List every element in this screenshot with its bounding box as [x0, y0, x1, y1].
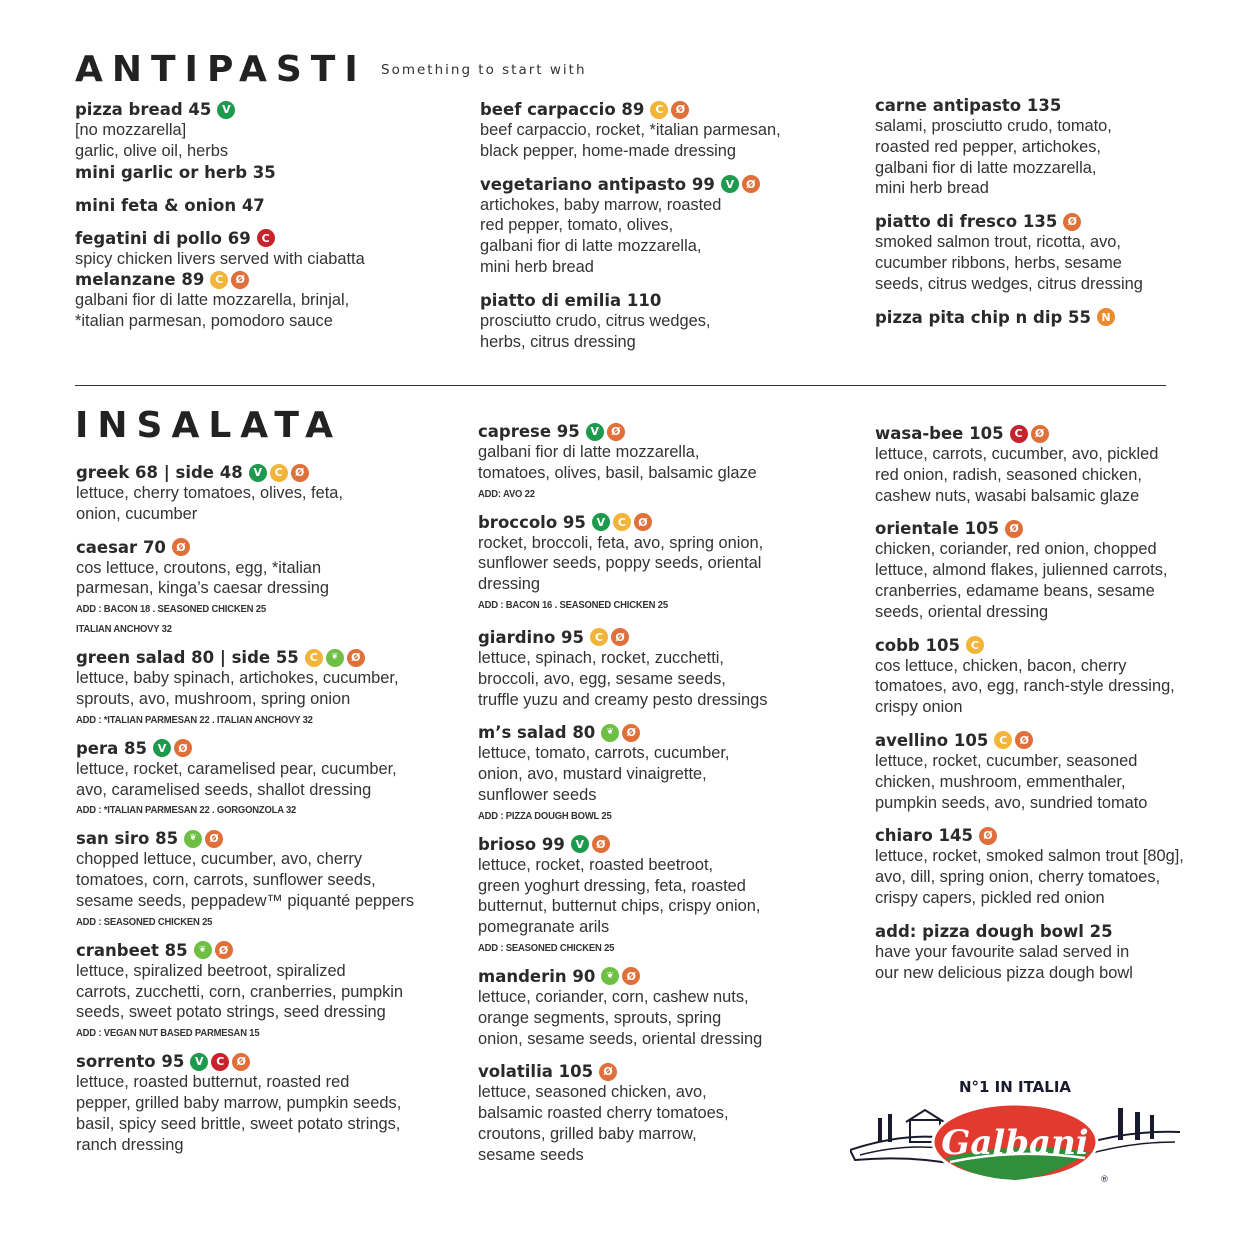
menu-item-description: galbani fior di latte mozzarella, brinjal,	[75, 291, 350, 310]
menu-item	[478, 966, 828, 1049]
menu-item	[480, 290, 830, 353]
menu-item-description: crispy capers, pickled red onion	[875, 888, 1105, 907]
menu-item	[75, 162, 425, 183]
menu-item	[75, 195, 425, 216]
red-c-icon: C	[257, 229, 275, 247]
vegetarian-icon: V	[217, 101, 235, 119]
insalata-title: INSALATA	[75, 405, 342, 446]
menu-item-title: avellino 105	[875, 730, 989, 750]
menu-item-description: lettuce, coriander, corn, cashew nuts,	[478, 987, 749, 1006]
vegan-leaf-icon: ❦	[601, 967, 619, 985]
menu-item-name	[480, 290, 830, 311]
menu-item-name	[76, 537, 426, 558]
menu-item-description: galbani fior di latte mozzarella,	[480, 237, 702, 256]
menu-item-name	[480, 99, 830, 120]
menu-item-title: greek 68 | side 48	[76, 463, 243, 482]
menu-item-description: red onion, radish, seasoned chicken,	[875, 465, 1142, 484]
menu-item-description: black pepper, home-made dressing	[480, 141, 737, 160]
menu-item-addon: ADD : *ITALIAN PARMESAN 22 . ITALIAN ANCHOVY 32	[76, 713, 313, 726]
menu-item-addon: ADD : BACON 18 . SEASONED CHICKEN 25	[76, 603, 266, 616]
menu-item-description: sunflower seeds, poppy seeds, oriental	[478, 554, 762, 573]
menu-item-description: sprouts, avo, mushroom, spring onion	[76, 689, 351, 708]
menu-item-addon: ADD : BACON 16 . SEASONED CHICKEN 25	[478, 598, 668, 611]
menu-item-description: *italian parmesan, pomodoro sauce	[75, 312, 333, 331]
menu-item-description: carrots, zucchetti, corn, cranberries, pumpkin	[76, 982, 404, 1001]
menu-item-description: green yoghurt dressing, feta, roasted	[478, 876, 746, 895]
menu-item-title: add: pizza dough bowl 25	[875, 921, 1113, 941]
menu-item	[76, 738, 426, 821]
vegan-leaf-icon: ❦	[601, 724, 619, 742]
dietary-icons	[592, 513, 652, 531]
dietary-icons	[994, 731, 1033, 749]
menu-item-description: red pepper, tomato, olives,	[480, 216, 674, 235]
menu-item-name	[875, 518, 1225, 539]
menu-item-name	[875, 95, 1225, 116]
gluten-free-icon: Ø	[634, 513, 652, 531]
vegetarian-icon: V	[249, 464, 267, 482]
menu-item-description: mini herb bread	[480, 257, 594, 276]
gluten-free-icon: Ø	[174, 739, 192, 757]
menu-item-description: sunflower seeds	[478, 785, 597, 804]
menu-item-description: chicken, coriander, red onion, chopped	[875, 540, 1157, 559]
menu-item-description: lettuce, rocket, caramelised pear, cucumber,	[76, 759, 397, 778]
menu-item-title: volatilia 105	[478, 1062, 594, 1082]
menu-item-description: sesame seeds, peppadew™ piquanté peppers	[76, 891, 415, 910]
red-c-icon: C	[211, 1053, 229, 1071]
menu-item-description: cashew nuts, wasabi balsamic glaze	[875, 486, 1140, 505]
menu-item-name	[875, 423, 1225, 444]
menu-item	[76, 828, 426, 931]
menu-item-name	[875, 307, 1225, 328]
menu-item	[478, 627, 828, 710]
menu-item-description: onion, sesame seeds, oriental dressing	[478, 1029, 763, 1048]
menu-item-description: truffle yuzu and creamy pesto dressings	[478, 690, 768, 709]
dietary-icons	[650, 101, 689, 119]
dietary-icons	[1097, 308, 1115, 326]
menu-item-description: pomegranate arils	[478, 918, 610, 937]
menu-item-description: butternut, butternut chips, crispy onion,	[478, 897, 761, 916]
menu-item-name	[75, 269, 425, 290]
gluten-free-icon: Ø	[1031, 425, 1049, 443]
menu-item	[76, 940, 426, 1043]
menu-item	[875, 95, 1225, 199]
menu-item	[875, 635, 1225, 718]
menu-item-description: pumpkin seeds, avo, sundried tomato	[875, 793, 1148, 812]
menu-item-description: parmesan, kinga’s caesar dressing	[76, 579, 329, 598]
menu-item-name	[478, 512, 828, 533]
dietary-icons	[305, 649, 365, 667]
menu-item	[875, 730, 1225, 813]
dietary-icons	[184, 830, 223, 848]
vegan-leaf-icon: ❦	[184, 830, 202, 848]
menu-item-name	[76, 462, 426, 483]
gluten-free-icon: Ø	[215, 941, 233, 959]
menu-item-description: balsamic roasted cherry tomatoes,	[478, 1104, 729, 1123]
logo-registered-mark: ®	[1100, 1175, 1109, 1185]
menu-item-title: chiaro 145	[875, 826, 973, 846]
menu-item-description: lettuce, almond flakes, julienned carrots,	[875, 561, 1168, 580]
menu-item-description: lettuce, spinach, rocket, zucchetti,	[478, 648, 724, 667]
menu-item-addon: ADD : VEGAN NUT BASED PARMESAN 15	[76, 1027, 260, 1040]
dietary-icons	[1063, 213, 1081, 231]
menu-item-addon: ADD : PIZZA DOUGH BOWL 25	[478, 809, 612, 822]
menu-item-addon: ADD: AVO 22	[478, 487, 535, 500]
menu-item	[75, 99, 425, 162]
menu-item	[76, 462, 426, 525]
dietary-icons	[249, 464, 309, 482]
menu-item-title: brioso 99	[478, 834, 565, 854]
menu-item-description: avo, dill, spring onion, cherry tomatoes,	[875, 868, 1161, 887]
menu-item-description: chicken, mushroom, emmenthaler,	[875, 772, 1126, 791]
yellow-c-icon: C	[650, 101, 668, 119]
menu-item-title: vegetariano antipasto 99	[480, 174, 715, 194]
antipasti-title: ANTIPASTI	[75, 49, 367, 90]
menu-item-description: lettuce, roasted butternut, roasted red	[76, 1073, 350, 1092]
gluten-free-icon: Ø	[742, 175, 760, 193]
antipasti-column-1	[75, 99, 425, 332]
menu-item-name	[478, 966, 828, 987]
gluten-free-icon: Ø	[1015, 731, 1033, 749]
logo-brand-text: Galbani	[941, 1123, 1089, 1163]
menu-item	[478, 834, 828, 958]
dietary-icons	[979, 827, 997, 845]
dietary-icons	[1010, 425, 1049, 443]
gluten-free-icon: Ø	[599, 1063, 617, 1081]
gluten-free-icon: Ø	[607, 423, 625, 441]
dietary-icons	[601, 724, 640, 742]
menu-item-description: lettuce, rocket, cucumber, seasoned	[875, 751, 1138, 770]
menu-item-description: seeds, citrus wedges, citrus dressing	[875, 274, 1143, 293]
menu-item-description: have your favourite salad served in	[875, 942, 1130, 961]
menu-item-name	[75, 228, 425, 249]
menu-item-description: lettuce, cherry tomatoes, olives, feta,	[76, 484, 343, 502]
yellow-c-icon: C	[270, 464, 288, 482]
menu-item-title: broccolo 95	[478, 512, 586, 532]
menu-item-description: our new delicious pizza dough bowl	[875, 963, 1133, 982]
galbani-logo-graphic	[850, 1070, 1180, 1190]
menu-item-description: [no mozzarella]	[75, 121, 187, 139]
menu-item	[478, 512, 828, 615]
menu-item-description: sesame seeds	[478, 1145, 584, 1164]
menu-item-description: tomatoes, corn, carrots, sunflower seeds,	[76, 871, 376, 890]
menu-item-description: prosciutto crudo, citrus wedges,	[480, 311, 711, 330]
menu-item-name	[76, 940, 426, 961]
gluten-free-icon: Ø	[231, 271, 249, 289]
menu-item-description: cos lettuce, croutons, egg, *italian	[76, 558, 322, 577]
menu-item-description: tomatoes, olives, basil, balsamic glaze	[478, 463, 757, 482]
menu-item-name	[75, 195, 425, 216]
menu-item	[875, 518, 1225, 622]
menu-item	[875, 921, 1225, 984]
menu-item-description: galbani fior di latte mozzarella,	[875, 158, 1097, 177]
dietary-icons	[966, 636, 984, 654]
menu-item-title: orientale 105	[875, 519, 1000, 539]
insalata-column-3	[875, 423, 1225, 983]
menu-item	[75, 228, 425, 270]
galbani-logo	[850, 1070, 1180, 1190]
dietary-icons	[194, 941, 233, 959]
menu-item-addon: ADD : SEASONED CHICKEN 25	[478, 941, 615, 954]
menu-item-description: seeds, oriental dressing	[875, 602, 1049, 621]
menu-item-name	[478, 421, 828, 442]
menu-item-description: onion, avo, mustard vinaigrette,	[478, 765, 707, 784]
gluten-free-icon: Ø	[611, 628, 629, 646]
antipasti-column-2	[480, 99, 830, 352]
menu-item-name	[875, 921, 1225, 942]
menu-item-name	[76, 828, 426, 849]
menu-item-title: beef carpaccio 89	[480, 100, 645, 119]
menu-item-description: crispy onion	[875, 698, 963, 717]
menu-item	[76, 537, 426, 640]
menu-item-name	[478, 1061, 828, 1082]
menu-item-title: manderin 90	[478, 966, 596, 986]
menu-item-description: lettuce, tomato, carrots, cucumber,	[478, 744, 730, 763]
menu-item-description: lettuce, baby spinach, artichokes, cucumber,	[76, 669, 399, 688]
menu-item	[875, 307, 1225, 328]
menu-item-title: giardino 95	[478, 627, 584, 647]
menu-item-name	[875, 730, 1225, 751]
menu-item-description: dressing	[478, 575, 540, 594]
yellow-c-icon: C	[994, 731, 1012, 749]
dietary-icons	[1005, 520, 1023, 538]
menu-item	[478, 722, 828, 825]
menu-item-title: cobb 105	[875, 635, 960, 655]
menu-item-description: orange segments, sprouts, spring	[478, 1008, 722, 1027]
vegan-leaf-icon: ❦	[326, 649, 344, 667]
menu-item-title: wasa-bee 105	[875, 424, 1004, 443]
menu-item-title: caprese 95	[478, 422, 580, 441]
menu-item-description: spicy chicken livers served with ciabatta	[75, 249, 365, 268]
menu-item-name	[76, 647, 426, 668]
menu-item-description: croutons, grilled baby marrow,	[478, 1124, 697, 1143]
gluten-free-icon: Ø	[622, 967, 640, 985]
vegetarian-icon: V	[190, 1053, 208, 1071]
menu-item-description: avo, caramelised seeds, shallot dressing	[76, 780, 372, 799]
menu-item-title: carne antipasto 135	[875, 96, 1062, 115]
menu-item-description: lettuce, spiralized beetroot, spiralized	[76, 961, 346, 980]
menu-item-description: garlic, olive oil, herbs	[75, 141, 229, 160]
menu-item-name	[875, 211, 1225, 232]
menu-item	[75, 269, 425, 332]
gluten-free-icon: Ø	[592, 835, 610, 853]
section-divider	[75, 385, 1166, 386]
menu-item-title: mini feta & onion 47	[75, 195, 265, 215]
menu-item-description: lettuce, seasoned chicken, avo,	[478, 1083, 707, 1102]
menu-item-description: tomatoes, avo, egg, ranch-style dressing,	[875, 677, 1175, 696]
menu-item-description: artichokes, baby marrow, roasted	[480, 195, 722, 214]
dietary-icons	[571, 835, 610, 853]
menu-item-description: lettuce, carrots, cucumber, avo, pickled	[875, 445, 1159, 463]
antipasti-column-3	[875, 95, 1225, 328]
menu-item-description: galbani fior di latte mozzarella,	[478, 443, 700, 461]
menu-item-name	[480, 174, 830, 195]
menu-item-description: onion, cucumber	[76, 504, 198, 523]
menu-item-description: herbs, citrus dressing	[480, 332, 636, 351]
menu-item-title: caesar 70	[76, 537, 166, 557]
menu-item-addon: ITALIAN ANCHOVY 32	[76, 623, 172, 636]
vegetarian-icon: V	[153, 739, 171, 757]
menu-item	[875, 211, 1225, 294]
menu-item-name	[75, 162, 425, 183]
antipasti-subtitle: Something to start with	[381, 62, 587, 78]
gluten-free-icon: Ø	[1005, 520, 1023, 538]
menu-item-description: smoked salmon trout, ricotta, avo,	[875, 233, 1121, 252]
menu-item-title: pizza bread 45	[75, 100, 212, 119]
menu-item-name	[76, 1051, 426, 1072]
menu-item-description: beef carpaccio, rocket, *italian parmesan,	[480, 121, 781, 139]
menu-item-title: m’s salad 80	[478, 723, 596, 743]
dietary-icons	[217, 101, 235, 119]
dietary-icons	[586, 423, 625, 441]
menu-item	[76, 1051, 426, 1155]
gluten-free-icon: Ø	[622, 724, 640, 742]
insalata-column-2	[478, 421, 828, 1166]
menu-item-title: mini garlic or herb 35	[75, 162, 276, 182]
nuts-icon: N	[1097, 308, 1115, 326]
menu-item	[478, 421, 828, 504]
gluten-free-icon: Ø	[671, 101, 689, 119]
menu-item-title: green salad 80 | side 55	[76, 648, 299, 668]
menu-item-name	[478, 722, 828, 743]
menu-item-description: broccoli, avo, egg, sesame seeds,	[478, 669, 726, 688]
dietary-icons	[721, 175, 760, 193]
insalata-column-1	[76, 462, 426, 1155]
vegetarian-icon: V	[571, 835, 589, 853]
gluten-free-icon: Ø	[291, 464, 309, 482]
menu-item-description: mini herb bread	[875, 179, 989, 198]
vegetarian-icon: V	[721, 175, 739, 193]
dietary-icons	[172, 538, 190, 556]
menu-item	[76, 647, 426, 730]
menu-item	[480, 174, 830, 278]
menu-item-addon: ADD : *ITALIAN PARMESAN 22 . GORGONZOLA 32	[76, 804, 297, 817]
dietary-icons	[190, 1053, 250, 1071]
gluten-free-icon: Ø	[172, 538, 190, 556]
menu-item-description: seeds, sweet potato strings, seed dressing	[76, 1003, 386, 1022]
vegetarian-icon: V	[586, 423, 604, 441]
menu-item-title: cranbeet 85	[76, 940, 188, 960]
vegetarian-icon: V	[592, 513, 610, 531]
gluten-free-icon: Ø	[205, 830, 223, 848]
menu-item-name	[75, 99, 425, 120]
dietary-icons	[601, 967, 640, 985]
yellow-c-icon: C	[210, 271, 228, 289]
logo-tagline-text: N°1 IN ITALIA	[958, 1078, 1072, 1096]
menu-item-description: cucumber ribbons, herbs, sesame	[875, 253, 1122, 272]
dietary-icons	[257, 229, 275, 247]
menu-item-name	[478, 627, 828, 648]
menu-item	[478, 1061, 828, 1165]
menu-item-title: piatto di fresco 135	[875, 212, 1058, 232]
menu-item-title: melanzane 89	[75, 270, 205, 290]
dietary-icons	[590, 628, 629, 646]
menu-item-description: chopped lettuce, cucumber, avo, cherry	[76, 850, 363, 869]
menu-item-title: pera 85	[76, 738, 147, 758]
menu-item-description: cranberries, edamame beans, sesame	[875, 581, 1155, 600]
menu-item-name	[76, 738, 426, 759]
menu-item-title: san siro 85	[76, 829, 179, 849]
dietary-icons	[153, 739, 192, 757]
menu-item-title: piatto di emilia 110	[480, 290, 662, 310]
menu-item	[480, 99, 830, 162]
menu-item-description: rocket, broccoli, feta, avo, spring onion,	[478, 533, 764, 552]
menu-item-title: pizza pita chip n dip 55	[875, 307, 1091, 327]
gluten-free-icon: Ø	[979, 827, 997, 845]
menu-item-description: basil, spicy seed brittle, sweet potato strings,	[76, 1114, 401, 1133]
menu-item	[875, 423, 1225, 506]
yellow-c-icon: C	[305, 649, 323, 667]
menu-item-description: roasted red pepper, artichokes,	[875, 137, 1101, 156]
gluten-free-icon: Ø	[347, 649, 365, 667]
menu-item-description: pepper, grilled baby marrow, pumpkin seeds,	[76, 1093, 402, 1112]
menu-item	[875, 825, 1225, 908]
menu-item-title: fegatini di pollo 69	[75, 228, 251, 248]
vegan-leaf-icon: ❦	[194, 941, 212, 959]
menu-item-name	[478, 834, 828, 855]
menu-item-name	[875, 635, 1225, 656]
menu-item-name	[875, 825, 1225, 846]
menu-item-title: sorrento 95	[76, 1052, 185, 1072]
dietary-icons	[599, 1063, 617, 1081]
menu-item-description: lettuce, rocket, roasted beetroot,	[478, 855, 714, 874]
dietary-icons	[210, 271, 249, 289]
menu-item-description: ranch dressing	[76, 1135, 184, 1154]
gluten-free-icon: Ø	[232, 1053, 250, 1071]
yellow-c-icon: C	[613, 513, 631, 531]
yellow-c-icon: C	[590, 628, 608, 646]
menu-item-description: lettuce, rocket, smoked salmon trout [80g],	[875, 847, 1184, 866]
red-c-icon: C	[1010, 425, 1028, 443]
yellow-c-icon: C	[966, 636, 984, 654]
menu-item-description: salami, prosciutto crudo, tomato,	[875, 117, 1112, 135]
menu-item-addon: ADD : SEASONED CHICKEN 25	[76, 915, 213, 928]
menu-item-description: cos lettuce, chicken, bacon, cherry	[875, 656, 1127, 675]
gluten-free-icon: Ø	[1063, 213, 1081, 231]
